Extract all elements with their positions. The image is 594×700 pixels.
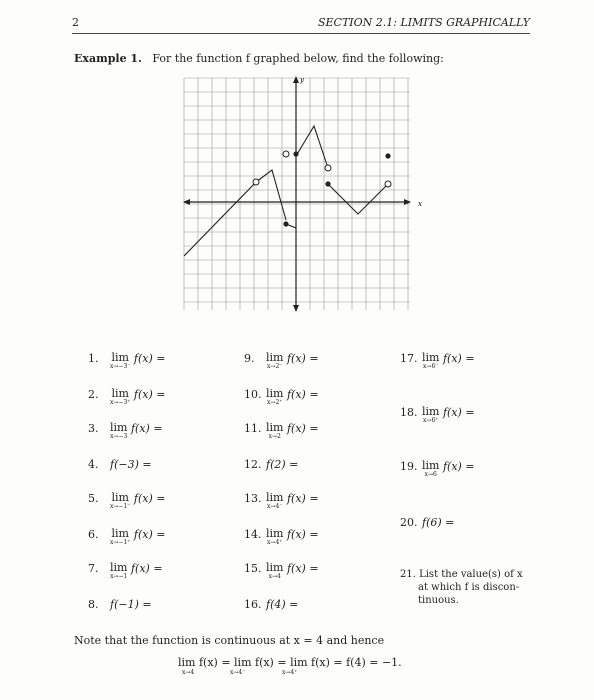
limit-word: lim: [110, 561, 128, 574]
problem-number: 2.: [88, 388, 99, 401]
curve-segment-peak-left: [256, 170, 286, 220]
limit-operator: [110, 352, 130, 370]
problem-13: [244, 492, 319, 510]
open-point: [325, 165, 331, 171]
limit-subscript: x→2⁺: [267, 399, 283, 406]
function-curve: [184, 126, 388, 256]
problem-number: 13.: [244, 492, 262, 505]
limit-subscript: x→4⁻: [267, 503, 283, 510]
problem-expression: f(4) =: [266, 598, 299, 611]
problem-number: 16.: [244, 598, 262, 611]
curve-segment-valley: [328, 184, 388, 214]
problem-expression: f(x) =: [439, 406, 475, 419]
limit-subscript: x→6⁺: [423, 417, 439, 424]
limit-word: lim: [266, 421, 284, 434]
limit-subscript: x→2⁻: [267, 363, 283, 370]
question-21-line1: List the value(s) of x: [419, 569, 523, 580]
problem-number: 5.: [88, 492, 99, 505]
problem-1: [88, 352, 166, 370]
problem-expression: f(x) =: [439, 352, 475, 365]
limit-word: lim: [266, 491, 284, 504]
function-graph: [182, 74, 422, 314]
limit-word: lim: [111, 527, 129, 540]
open-point: [283, 151, 289, 157]
problem-10: [244, 388, 319, 406]
question-21-number: 21.: [400, 569, 416, 580]
problem-4: [88, 458, 152, 471]
question-21-line2: at which f is discon-: [418, 582, 520, 593]
problem-14: [244, 528, 319, 546]
problem-expression: f(x) =: [283, 528, 319, 541]
problem-11: [244, 422, 319, 440]
problem-9: [244, 352, 319, 370]
limit-operator: [266, 562, 283, 580]
problem-number: 8.: [88, 598, 99, 611]
problem-expression: f(x) =: [283, 422, 319, 435]
problem-expression: f(x) =: [439, 460, 475, 473]
problem-3: [88, 422, 163, 440]
problem-number: 19.: [400, 460, 418, 473]
limit-word: lim: [422, 405, 440, 418]
problem-expression: f(x) =: [130, 492, 166, 505]
limit-word: lim: [266, 527, 284, 540]
limit-operator: [266, 422, 283, 440]
problem-number: 10.: [244, 388, 262, 401]
limit-subscript: x→−3⁻: [110, 363, 131, 370]
limit-operator: [110, 388, 130, 406]
limit-operator: [266, 528, 283, 546]
limit-subscript: x→6⁻: [423, 363, 439, 370]
limit-subscript: x→2: [268, 433, 281, 440]
grid-lines: [184, 78, 410, 310]
problem-expression: f(x) =: [130, 528, 166, 541]
problem-16: [244, 598, 298, 611]
limit-word: lim: [422, 351, 440, 364]
problem-expression: f(x) =: [283, 352, 319, 365]
closed-point: [293, 151, 298, 156]
problem-expression: f(6) =: [422, 516, 455, 529]
closed-point: [385, 153, 390, 158]
problem-19: [400, 460, 475, 478]
limit-operator: [110, 422, 127, 440]
question-21: [400, 568, 523, 607]
problem-expression: f(2) =: [266, 458, 299, 471]
problem-number: 14.: [244, 528, 262, 541]
limit-operator: [110, 492, 130, 510]
problem-expression: f(x) =: [127, 562, 163, 575]
page-header: [72, 14, 530, 34]
limit-subscript: x→−1⁺: [110, 539, 131, 546]
problem-number: 15.: [244, 562, 262, 575]
problem-expression: f(x) =: [283, 492, 319, 505]
problem-expression: f(x) =: [130, 388, 166, 401]
limit-word: lim: [266, 387, 284, 400]
limit-subscript: x→−3: [110, 433, 128, 440]
final-sub-3: x→4⁺: [282, 669, 298, 676]
final-sub-2: x→4⁻: [230, 669, 246, 676]
problem-18: [400, 406, 475, 424]
example-prompt: [74, 52, 444, 65]
closed-point: [283, 221, 288, 226]
problem-6: [88, 528, 166, 546]
problem-number: 4.: [88, 458, 99, 471]
graph-points: [253, 151, 391, 227]
limit-operator: [422, 406, 439, 424]
continuity-note: Note that the function is continuous at x = 4 and hence: [74, 634, 385, 647]
problem-number: 1.: [88, 352, 99, 365]
problem-2: [88, 388, 166, 406]
final-equation-text: lim f(x) = lim f(x) = lim f(x) = f(4) = −1.: [178, 656, 402, 669]
final-equation: [178, 656, 402, 676]
problem-number: 20.: [400, 516, 418, 529]
problem-number: 17.: [400, 352, 418, 365]
problem-expression: f(x) =: [283, 562, 319, 575]
limit-subscript: x→−3⁺: [110, 399, 131, 406]
limit-operator: [422, 460, 439, 478]
limit-subscript: x→4⁺: [267, 539, 283, 546]
limit-operator: [110, 528, 130, 546]
problem-number: 9.: [244, 352, 255, 365]
question-21-line3: tinuous.: [418, 595, 459, 606]
problem-number: 11.: [244, 422, 262, 435]
limit-subscript: x→−1: [110, 573, 128, 580]
limit-operator: [266, 388, 283, 406]
problem-7: [88, 562, 163, 580]
problem-number: 3.: [88, 422, 99, 435]
open-point: [253, 179, 259, 185]
curve-segment-left: [184, 182, 256, 256]
y-axis-arrow-down-icon: [293, 305, 299, 312]
limit-word: lim: [422, 459, 440, 472]
section-title: SECTION 2.1: LIMITS GRAPHICALLY: [317, 16, 530, 29]
page-number: 2: [72, 16, 79, 29]
example-text: For the function f graphed below, find the following:: [152, 52, 444, 65]
problem-expression: f(−3) =: [110, 458, 152, 471]
problem-expression: f(−1) =: [110, 598, 152, 611]
problem-5: [88, 492, 166, 510]
limit-subscript: x→6: [424, 471, 437, 478]
y-axis-label: y: [300, 76, 304, 84]
open-point: [385, 181, 391, 187]
limit-word: lim: [266, 561, 284, 574]
problem-number: 12.: [244, 458, 262, 471]
limit-word: lim: [266, 351, 284, 364]
y-axis-arrow-icon: [293, 76, 299, 83]
limit-subscript: x→4: [268, 573, 281, 580]
problem-expression: f(x) =: [127, 422, 163, 435]
closed-point: [325, 181, 330, 186]
limit-operator: [422, 352, 439, 370]
problem-15: [244, 562, 319, 580]
problem-number: 6.: [88, 528, 99, 541]
problem-number: 18.: [400, 406, 418, 419]
limit-operator: [266, 352, 283, 370]
problem-17: [400, 352, 475, 370]
limit-word: lim: [111, 351, 129, 364]
limit-word: lim: [111, 491, 129, 504]
problem-expression: f(x) =: [283, 388, 319, 401]
problem-expression: f(x) =: [130, 352, 166, 365]
x-axis-label: x: [418, 200, 422, 208]
problem-number: 7.: [88, 562, 99, 575]
problem-20: [400, 516, 454, 529]
limit-operator: [110, 562, 127, 580]
limit-word: lim: [111, 387, 129, 400]
problem-12: [244, 458, 298, 471]
final-sub-1: x→4: [182, 669, 195, 676]
limit-subscript: x→−1⁻: [110, 503, 131, 510]
example-label: Example 1.: [74, 52, 142, 65]
limit-operator: [266, 492, 283, 510]
limit-word: lim: [110, 421, 128, 434]
problem-8: [88, 598, 152, 611]
